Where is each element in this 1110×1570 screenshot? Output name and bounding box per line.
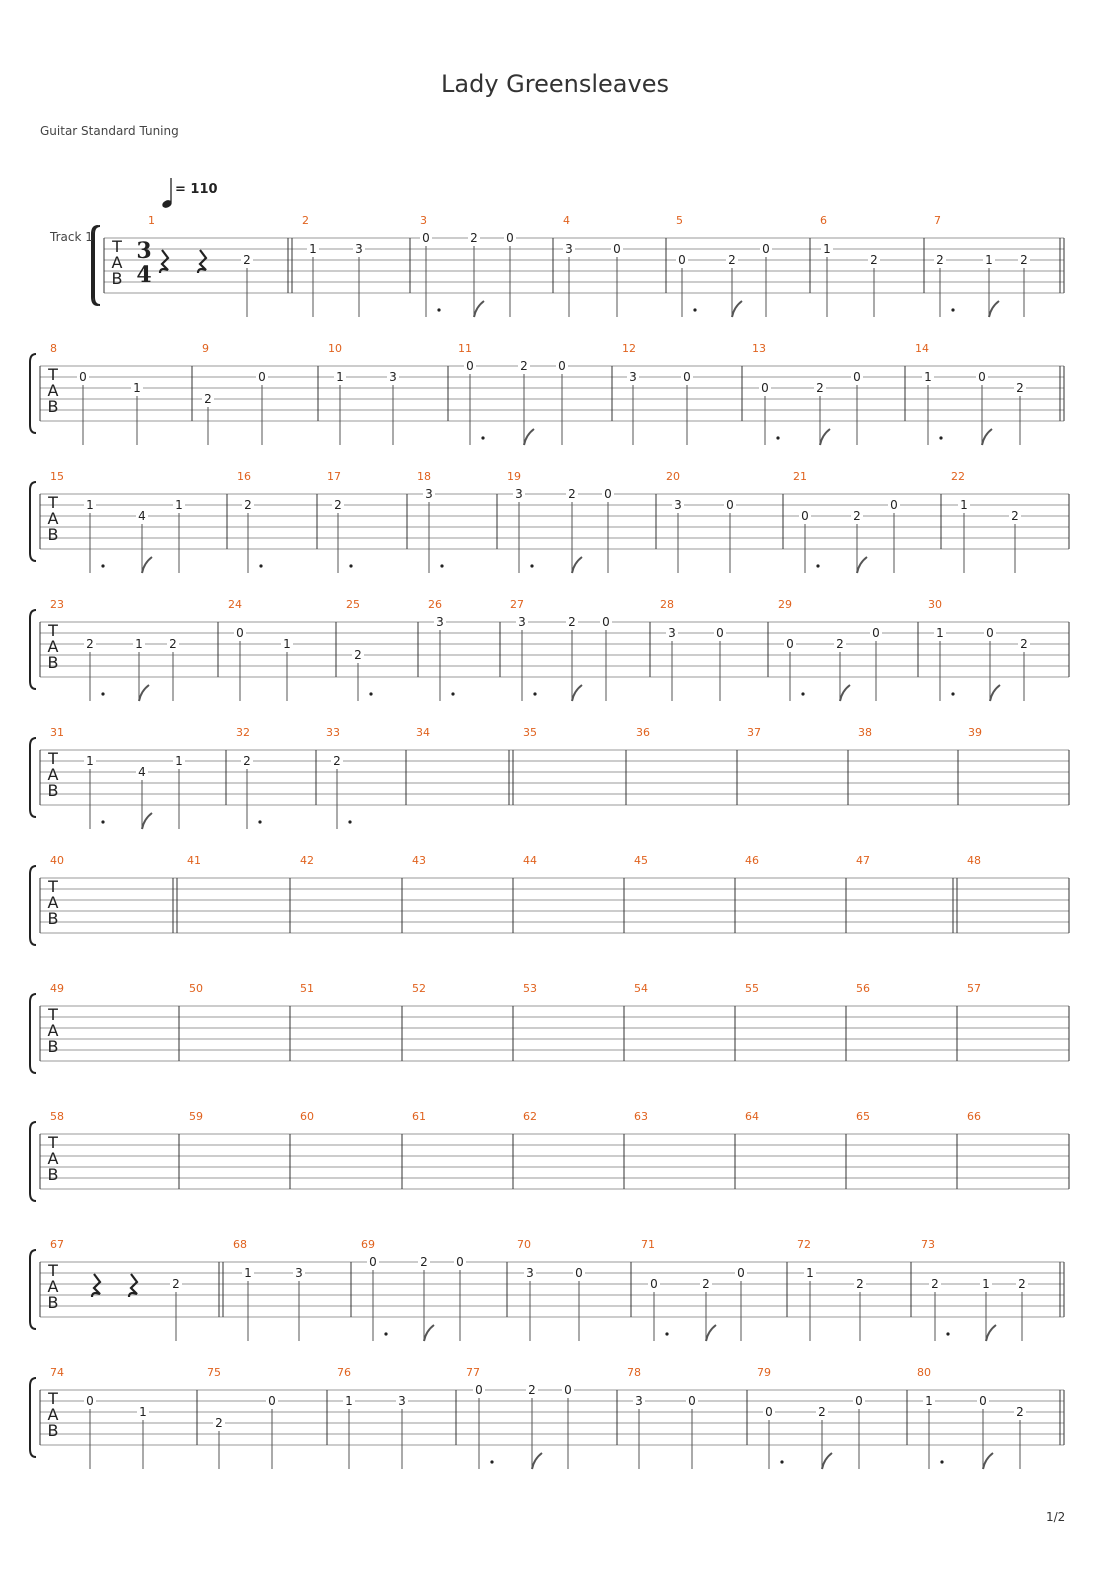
tempo-marking: = 110 bbox=[175, 182, 218, 197]
fret-number: 0 bbox=[688, 1394, 696, 1408]
tab-clef-letter: A bbox=[47, 509, 59, 528]
dot-icon bbox=[101, 692, 104, 695]
fret-number: 2 bbox=[243, 754, 251, 768]
tab-clef-letter: A bbox=[47, 1021, 59, 1040]
fret-number: 2 bbox=[1011, 509, 1019, 523]
measure-number: 55 bbox=[745, 982, 759, 995]
tab-system bbox=[30, 598, 1069, 701]
fret-number: 0 bbox=[650, 1277, 658, 1291]
fret-number: 2 bbox=[931, 1277, 939, 1291]
fret-number: 2 bbox=[86, 637, 94, 651]
measure-number: 7 bbox=[934, 214, 941, 227]
fret-number: 4 bbox=[138, 509, 146, 523]
page-title: Lady Greensleaves bbox=[441, 70, 669, 98]
measure-number: 3 bbox=[420, 214, 427, 227]
tab-clef-letter: B bbox=[47, 1165, 59, 1184]
dot-icon bbox=[349, 564, 352, 567]
tab-system bbox=[30, 1366, 1064, 1469]
fret-number: 2 bbox=[470, 231, 478, 245]
dot-icon bbox=[939, 436, 942, 439]
measure-number: 51 bbox=[300, 982, 314, 995]
measure-number: 50 bbox=[189, 982, 203, 995]
measure-number: 47 bbox=[856, 854, 870, 867]
fret-number: 0 bbox=[268, 1394, 276, 1408]
tab-system bbox=[30, 854, 1069, 945]
eighth-flag-icon bbox=[532, 1453, 542, 1469]
fret-number: 0 bbox=[716, 626, 724, 640]
fret-number: 0 bbox=[761, 381, 769, 395]
measure-number: 79 bbox=[757, 1366, 771, 1379]
measure-number: 8 bbox=[50, 342, 57, 355]
fret-number: 0 bbox=[986, 626, 994, 640]
dot-icon bbox=[101, 564, 104, 567]
fret-number: 0 bbox=[613, 242, 621, 256]
measure-number: 48 bbox=[967, 854, 981, 867]
eighth-flag-icon bbox=[139, 685, 149, 701]
tab-clef-letter: B bbox=[47, 653, 59, 672]
fret-number: 1 bbox=[135, 637, 143, 651]
fret-number: 2 bbox=[520, 359, 528, 373]
tab-clef-letter: A bbox=[47, 765, 59, 784]
fret-number: 2 bbox=[936, 253, 944, 267]
fret-number: 3 bbox=[295, 1266, 303, 1280]
measure-number: 30 bbox=[928, 598, 942, 611]
measure-number: 4 bbox=[563, 214, 570, 227]
measure-number: 24 bbox=[228, 598, 242, 611]
eighth-flag-icon bbox=[820, 429, 830, 445]
system-bracket bbox=[30, 482, 36, 561]
fret-number: 2 bbox=[568, 615, 576, 629]
system-bracket bbox=[30, 1122, 36, 1201]
dot-icon bbox=[258, 820, 261, 823]
measure-number: 62 bbox=[523, 1110, 537, 1123]
dot-icon bbox=[348, 820, 351, 823]
fret-number: 0 bbox=[890, 498, 898, 512]
measure-number: 72 bbox=[797, 1238, 811, 1251]
dot-icon bbox=[259, 564, 262, 567]
fret-number: 0 bbox=[801, 509, 809, 523]
system-bracket bbox=[30, 738, 36, 817]
measure-number: 17 bbox=[327, 470, 341, 483]
tab-system bbox=[30, 1238, 1064, 1341]
measure-number: 44 bbox=[523, 854, 537, 867]
fret-number: 3 bbox=[398, 1394, 406, 1408]
fret-number: 1 bbox=[86, 498, 94, 512]
fret-number: 0 bbox=[466, 359, 474, 373]
tab-system bbox=[30, 1110, 1069, 1201]
eighth-flag-icon bbox=[822, 1453, 832, 1469]
fret-number: 0 bbox=[726, 498, 734, 512]
fret-number: 1 bbox=[309, 242, 317, 256]
measure-number: 15 bbox=[50, 470, 64, 483]
fret-number: 2 bbox=[172, 1277, 180, 1291]
time-signature-top: 3 bbox=[136, 238, 152, 264]
measure-number: 76 bbox=[337, 1366, 351, 1379]
tab-system bbox=[30, 470, 1069, 573]
measure-number: 63 bbox=[634, 1110, 648, 1123]
measure-number: 31 bbox=[50, 726, 64, 739]
eighth-flag-icon bbox=[424, 1325, 434, 1341]
tab-clef-letter: B bbox=[47, 525, 59, 544]
eighth-flag-icon bbox=[982, 429, 992, 445]
fret-number: 2 bbox=[1020, 253, 1028, 267]
measure-number: 5 bbox=[676, 214, 683, 227]
measure-number: 60 bbox=[300, 1110, 314, 1123]
fret-number: 3 bbox=[674, 498, 682, 512]
fret-number: 1 bbox=[175, 498, 183, 512]
measure-number: 58 bbox=[50, 1110, 64, 1123]
measure-number: 53 bbox=[523, 982, 537, 995]
tab-clef-letter: T bbox=[48, 1005, 58, 1024]
tab-system bbox=[30, 982, 1069, 1073]
eighth-flag-icon bbox=[706, 1325, 716, 1341]
fret-number: 2 bbox=[818, 1405, 826, 1419]
measure-number: 34 bbox=[416, 726, 430, 739]
fret-number: 0 bbox=[604, 487, 612, 501]
dot-icon bbox=[951, 692, 954, 695]
fret-number: 2 bbox=[1016, 1405, 1024, 1419]
tab-clef-letter: T bbox=[48, 365, 58, 384]
measure-number: 52 bbox=[412, 982, 426, 995]
measure-number: 32 bbox=[236, 726, 250, 739]
tab-system bbox=[30, 342, 1064, 445]
fret-number: 1 bbox=[806, 1266, 814, 1280]
fret-number: 2 bbox=[333, 754, 341, 768]
fret-number: 2 bbox=[853, 509, 861, 523]
eighth-flag-icon bbox=[986, 1325, 996, 1341]
tab-system bbox=[30, 726, 1069, 829]
eighth-flag-icon bbox=[840, 685, 850, 701]
measure-number: 25 bbox=[346, 598, 360, 611]
fret-number: 0 bbox=[506, 231, 514, 245]
tab-system bbox=[49, 178, 1064, 317]
measure-number: 19 bbox=[507, 470, 521, 483]
measure-number: 77 bbox=[466, 1366, 480, 1379]
fret-number: 2 bbox=[1016, 381, 1024, 395]
fret-number: 3 bbox=[518, 615, 526, 629]
fret-number: 1 bbox=[139, 1405, 147, 1419]
measure-number: 2 bbox=[302, 214, 309, 227]
fret-number: 1 bbox=[86, 754, 94, 768]
measure-number: 68 bbox=[233, 1238, 247, 1251]
eighth-flag-icon bbox=[142, 813, 152, 829]
fret-number: 1 bbox=[336, 370, 344, 384]
tab-clef-letter: T bbox=[48, 621, 58, 640]
measure-number: 42 bbox=[300, 854, 314, 867]
measure-number: 6 bbox=[820, 214, 827, 227]
tab-clef-letter: A bbox=[47, 1277, 59, 1296]
dot-icon bbox=[665, 1332, 668, 1335]
fret-number: 3 bbox=[629, 370, 637, 384]
time-signature-bottom: 4 bbox=[136, 262, 152, 288]
fret-number: 2 bbox=[870, 253, 878, 267]
measure-number: 67 bbox=[50, 1238, 64, 1251]
dot-icon bbox=[440, 564, 443, 567]
measure-number: 13 bbox=[752, 342, 766, 355]
measure-number: 41 bbox=[187, 854, 201, 867]
measure-number: 78 bbox=[627, 1366, 641, 1379]
fret-number: 0 bbox=[979, 1394, 987, 1408]
fret-number: 2 bbox=[702, 1277, 710, 1291]
measure-number: 23 bbox=[50, 598, 64, 611]
fret-number: 0 bbox=[853, 370, 861, 384]
fret-number: 0 bbox=[678, 253, 686, 267]
fret-number: 2 bbox=[244, 498, 252, 512]
fret-number: 1 bbox=[244, 1266, 252, 1280]
measure-number: 20 bbox=[666, 470, 680, 483]
fret-number: 1 bbox=[936, 626, 944, 640]
measure-number: 1 bbox=[148, 214, 155, 227]
measure-number: 10 bbox=[328, 342, 342, 355]
measure-number: 35 bbox=[523, 726, 537, 739]
measure-number: 75 bbox=[207, 1366, 221, 1379]
system-bracket bbox=[30, 1378, 36, 1457]
fret-number: 3 bbox=[565, 242, 573, 256]
measure-number: 80 bbox=[917, 1366, 931, 1379]
dot-icon bbox=[533, 692, 536, 695]
eighth-flag-icon bbox=[983, 1453, 993, 1469]
measure-number: 38 bbox=[858, 726, 872, 739]
fret-number: 2 bbox=[1020, 637, 1028, 651]
measure-number: 22 bbox=[951, 470, 965, 483]
dot-icon bbox=[940, 1460, 943, 1463]
eighth-flag-icon bbox=[990, 685, 1000, 701]
fret-number: 1 bbox=[823, 242, 831, 256]
measure-number: 46 bbox=[745, 854, 759, 867]
dot-icon bbox=[490, 1460, 493, 1463]
system-bracket bbox=[30, 610, 36, 689]
fret-number: 1 bbox=[345, 1394, 353, 1408]
fret-number: 2 bbox=[836, 637, 844, 651]
measure-number: 36 bbox=[636, 726, 650, 739]
measure-number: 11 bbox=[458, 342, 472, 355]
quarter-rest-icon bbox=[129, 1274, 137, 1297]
fret-number: 0 bbox=[456, 1255, 464, 1269]
dot-icon bbox=[946, 1332, 949, 1335]
measure-number: 18 bbox=[417, 470, 431, 483]
fret-number: 0 bbox=[872, 626, 880, 640]
fret-number: 1 bbox=[924, 370, 932, 384]
system-bracket bbox=[30, 1250, 36, 1329]
fret-number: 2 bbox=[204, 392, 212, 406]
measure-number: 45 bbox=[634, 854, 648, 867]
fret-number: 1 bbox=[985, 253, 993, 267]
fret-number: 1 bbox=[175, 754, 183, 768]
measure-number: 9 bbox=[202, 342, 209, 355]
measure-number: 26 bbox=[428, 598, 442, 611]
fret-number: 0 bbox=[86, 1394, 94, 1408]
tab-clef-letter: A bbox=[47, 1149, 59, 1168]
eighth-flag-icon bbox=[572, 685, 582, 701]
measure-number: 66 bbox=[967, 1110, 981, 1123]
measure-number: 29 bbox=[778, 598, 792, 611]
fret-number: 3 bbox=[526, 1266, 534, 1280]
eighth-flag-icon bbox=[989, 301, 999, 317]
track-label: Track 1 bbox=[50, 230, 93, 244]
tab-clef-letter: A bbox=[47, 637, 59, 656]
system-bracket bbox=[30, 994, 36, 1073]
fret-number: 0 bbox=[602, 615, 610, 629]
measure-number: 64 bbox=[745, 1110, 759, 1123]
measure-number: 21 bbox=[793, 470, 807, 483]
fret-number: 2 bbox=[334, 498, 342, 512]
fret-number: 1 bbox=[283, 637, 291, 651]
fret-number: 0 bbox=[855, 1394, 863, 1408]
tab-clef-letter: A bbox=[47, 1405, 59, 1424]
tab-clef-letter: A bbox=[47, 893, 59, 912]
fret-number: 3 bbox=[436, 615, 444, 629]
measure-number: 28 bbox=[660, 598, 674, 611]
dot-icon bbox=[776, 436, 779, 439]
tab-clef-letter: B bbox=[47, 1037, 59, 1056]
measure-number: 16 bbox=[237, 470, 251, 483]
fret-number: 0 bbox=[978, 370, 986, 384]
measure-number: 61 bbox=[412, 1110, 426, 1123]
fret-number: 2 bbox=[568, 487, 576, 501]
measure-number: 43 bbox=[412, 854, 426, 867]
fret-number: 2 bbox=[420, 1255, 428, 1269]
measure-number: 49 bbox=[50, 982, 64, 995]
dot-icon bbox=[451, 692, 454, 695]
fret-number: 2 bbox=[243, 253, 251, 267]
fret-number: 3 bbox=[635, 1394, 643, 1408]
measure-number: 65 bbox=[856, 1110, 870, 1123]
dot-icon bbox=[369, 692, 372, 695]
fret-number: 0 bbox=[575, 1266, 583, 1280]
system-bracket bbox=[94, 226, 100, 305]
fret-number: 2 bbox=[169, 637, 177, 651]
page-number: 1/2 bbox=[1046, 1510, 1066, 1524]
fret-number: 0 bbox=[422, 231, 430, 245]
dot-icon bbox=[816, 564, 819, 567]
tab-clef-letter: T bbox=[48, 749, 58, 768]
dot-icon bbox=[801, 692, 804, 695]
eighth-flag-icon bbox=[474, 301, 484, 317]
eighth-flag-icon bbox=[732, 301, 742, 317]
tab-clef-letter: T bbox=[48, 1133, 58, 1152]
measure-number: 40 bbox=[50, 854, 64, 867]
tab-clef-letter: B bbox=[47, 1293, 59, 1312]
fret-number: 3 bbox=[425, 487, 433, 501]
fret-number: 0 bbox=[683, 370, 691, 384]
fret-number: 2 bbox=[856, 1277, 864, 1291]
fret-number: 0 bbox=[258, 370, 266, 384]
tab-clef-letter: A bbox=[47, 381, 59, 400]
fret-number: 2 bbox=[528, 1383, 536, 1397]
tab-clef-letter: B bbox=[47, 781, 59, 800]
fret-number: 2 bbox=[816, 381, 824, 395]
measure-number: 74 bbox=[50, 1366, 64, 1379]
measure-number: 69 bbox=[361, 1238, 375, 1251]
quarter-rest-icon bbox=[160, 250, 168, 273]
measure-number: 14 bbox=[915, 342, 929, 355]
measure-number: 39 bbox=[968, 726, 982, 739]
tab-clef-letter: T bbox=[48, 493, 58, 512]
fret-number: 1 bbox=[960, 498, 968, 512]
fret-number: 3 bbox=[515, 487, 523, 501]
dot-icon bbox=[101, 820, 104, 823]
fret-number: 1 bbox=[925, 1394, 933, 1408]
tab-clef-letter: T bbox=[48, 877, 58, 896]
fret-number: 3 bbox=[355, 242, 363, 256]
quarter-rest-icon bbox=[92, 1274, 100, 1297]
fret-number: 0 bbox=[762, 242, 770, 256]
tuning-label: Guitar Standard Tuning bbox=[40, 124, 179, 138]
measure-number: 71 bbox=[641, 1238, 655, 1251]
tab-clef-letter: B bbox=[47, 909, 59, 928]
tab-clef-letter: A bbox=[111, 253, 123, 272]
measure-number: 37 bbox=[747, 726, 761, 739]
fret-number: 0 bbox=[564, 1383, 572, 1397]
fret-number: 0 bbox=[737, 1266, 745, 1280]
fret-number: 2 bbox=[1018, 1277, 1026, 1291]
fret-number: 3 bbox=[389, 370, 397, 384]
fret-number: 3 bbox=[668, 626, 676, 640]
eighth-flag-icon bbox=[857, 557, 867, 573]
dot-icon bbox=[951, 308, 954, 311]
fret-number: 0 bbox=[786, 637, 794, 651]
fret-number: 0 bbox=[369, 1255, 377, 1269]
fret-number: 1 bbox=[133, 381, 141, 395]
tab-clef-letter: B bbox=[47, 1421, 59, 1440]
tab-clef-letter: T bbox=[48, 1261, 58, 1280]
tab-clef-letter: T bbox=[112, 237, 122, 256]
eighth-flag-icon bbox=[142, 557, 152, 573]
measure-number: 59 bbox=[189, 1110, 203, 1123]
eighth-flag-icon bbox=[572, 557, 582, 573]
fret-number: 0 bbox=[236, 626, 244, 640]
measure-number: 70 bbox=[517, 1238, 531, 1251]
measure-number: 57 bbox=[967, 982, 981, 995]
dot-icon bbox=[530, 564, 533, 567]
fret-number: 2 bbox=[354, 648, 362, 662]
fret-number: 0 bbox=[765, 1405, 773, 1419]
quarter-rest-icon bbox=[198, 250, 206, 273]
measure-number: 12 bbox=[622, 342, 636, 355]
dot-icon bbox=[384, 1332, 387, 1335]
dot-icon bbox=[780, 1460, 783, 1463]
dot-icon bbox=[437, 308, 440, 311]
tab-clef-letter: T bbox=[48, 1389, 58, 1408]
system-bracket bbox=[30, 866, 36, 945]
eighth-flag-icon bbox=[524, 429, 534, 445]
measure-number: 56 bbox=[856, 982, 870, 995]
fret-number: 0 bbox=[475, 1383, 483, 1397]
tab-clef-letter: B bbox=[111, 269, 123, 288]
tab-clef-letter: B bbox=[47, 397, 59, 416]
measure-number: 54 bbox=[634, 982, 648, 995]
fret-number: 2 bbox=[728, 253, 736, 267]
fret-number: 4 bbox=[138, 765, 146, 779]
dot-icon bbox=[693, 308, 696, 311]
dot-icon bbox=[481, 436, 484, 439]
fret-number: 1 bbox=[982, 1277, 990, 1291]
measure-number: 73 bbox=[921, 1238, 935, 1251]
measure-number: 27 bbox=[510, 598, 524, 611]
fret-number: 0 bbox=[558, 359, 566, 373]
system-bracket bbox=[30, 354, 36, 433]
measure-number: 33 bbox=[326, 726, 340, 739]
fret-number: 2 bbox=[215, 1416, 223, 1430]
fret-number: 0 bbox=[79, 370, 87, 384]
